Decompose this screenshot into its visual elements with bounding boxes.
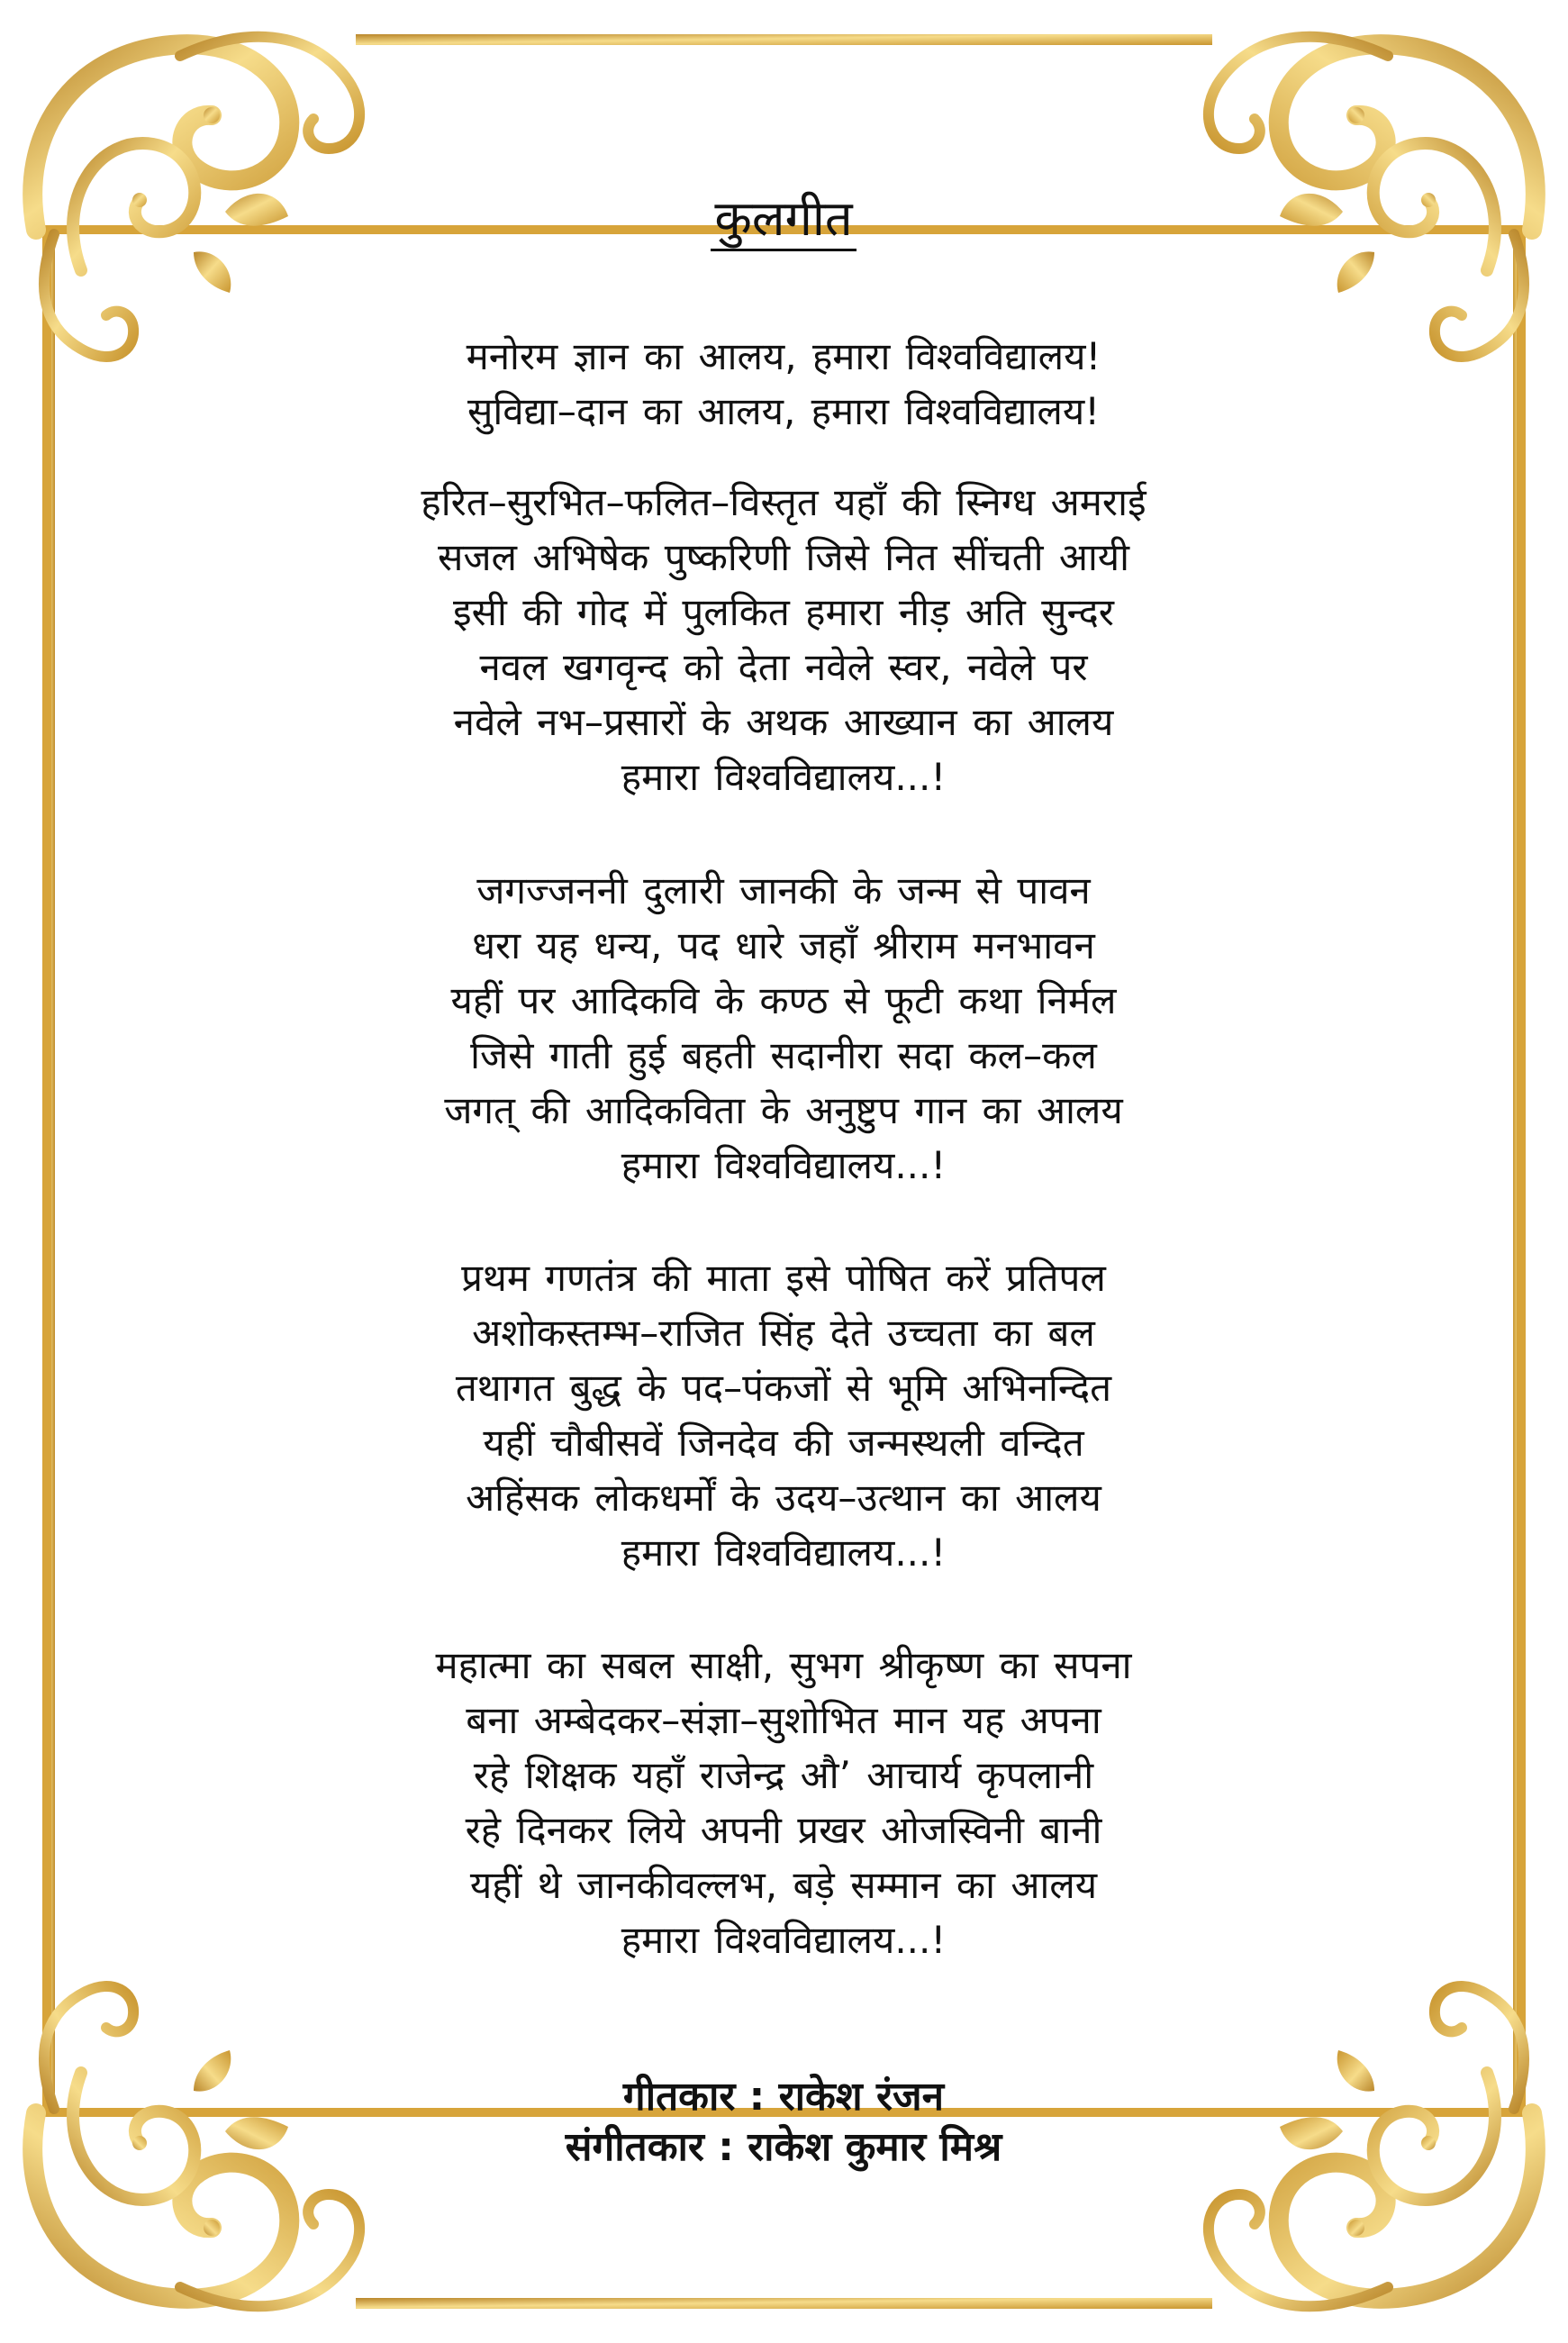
stanza-line: प्रथम गणतंत्र की माता इसे पोषित करें प्रतिपल: [461, 1256, 1106, 1300]
stanza-line: नवल खगवृन्द को देता नवेले स्वर, नवेले पर: [479, 645, 1088, 689]
composer-credit: संगीतकार : राकेश कुमार मिश्र: [565, 2124, 1002, 2170]
stanza-line: यहीं थे जानकीवल्लभ, बड़े सम्मान का आलय: [469, 1863, 1098, 1907]
refrain-line: मनोरम ज्ञान का आलय, हमारा विश्वविद्यालय!: [466, 334, 1101, 378]
credits: [216, 2072, 1351, 2173]
stanza-line: नवेले नभ–प्रसारों के अथक आख्यान का आलय: [453, 700, 1114, 744]
stanza-line: यहीं पर आदिकवि के कण्ठ से फूटी कथा निर्मल: [450, 978, 1117, 1022]
stanza-3: [216, 1250, 1351, 1580]
stanza-1: [216, 475, 1351, 804]
stanza-line: यहीं चौबीसवें जिनदेव की जन्मस्थली वन्दित: [483, 1421, 1084, 1465]
stanza-line: बना अम्बेदकर–संज्ञा–सुशोभित मान यह अपना: [466, 1698, 1101, 1742]
stanza-line: महात्मा का सबल साक्षी, सुभग श्रीकृष्ण का सपना: [435, 1643, 1132, 1687]
stanza-line: हमारा विश्वविद्यालय...!: [621, 1530, 947, 1575]
stanza-line: धरा यह धन्य, पद धारे जहाँ श्रीराम मनभावन: [472, 923, 1095, 967]
title-text: कुलगीत: [711, 190, 856, 251]
stanza-line: जगत् की आदिकविता के अनुष्टुप गान का आलय: [444, 1088, 1123, 1132]
stanza-line: हरित–सुरभित–फलित–विस्तृत यहाँ की स्निग्ध अमराई: [421, 480, 1147, 524]
stanza-line: हमारा विश्वविद्यालय...!: [621, 1143, 947, 1187]
stanza-line: जगज्जननी दुलारी जानकी के जन्म से पावन: [476, 868, 1091, 913]
stanza-line: अहिंसक लोकधर्मों के उदय–उत्थान का आलय: [466, 1476, 1101, 1520]
stanza-line: जिसे गाती हुई बहती सदानीरा सदा कल–कल: [470, 1033, 1097, 1077]
page-title: [216, 187, 1351, 250]
stanza-line: तथागत बुद्ध के पद–पंकजों से भूमि अभिनन्दित: [455, 1366, 1112, 1410]
refrain: [216, 329, 1351, 439]
stanza-line: हमारा विश्वविद्यालय...!: [621, 755, 947, 799]
lyricist-credit: गीतकार : राकेश रंजन: [622, 2074, 945, 2120]
stanza-line: हमारा विश्वविद्यालय...!: [621, 1918, 947, 1962]
stanza-2: [216, 863, 1351, 1193]
stanza-4: [216, 1638, 1351, 1967]
stanza-line: इसी की गोद में पुलकित हमारा नीड़ अति सुन्दर: [453, 590, 1114, 634]
stanza-line: रहे दिनकर लिये अपनी प्रखर ओजस्विनी बानी: [465, 1808, 1102, 1852]
refrain-line: सुविद्या–दान का आलय, हमारा विश्वविद्यालय!: [467, 389, 1101, 433]
stanza-line: अशोकस्तम्भ–राजित सिंह देते उच्चता का बल: [472, 1311, 1095, 1355]
stanza-line: रहे शिक्षक यहाँ राजेन्द्र औ’ आचार्य कृपलानी: [473, 1753, 1094, 1797]
stanza-line: सजल अभिषेक पुष्करिणी जिसे नित सींचती आयी: [437, 535, 1130, 579]
